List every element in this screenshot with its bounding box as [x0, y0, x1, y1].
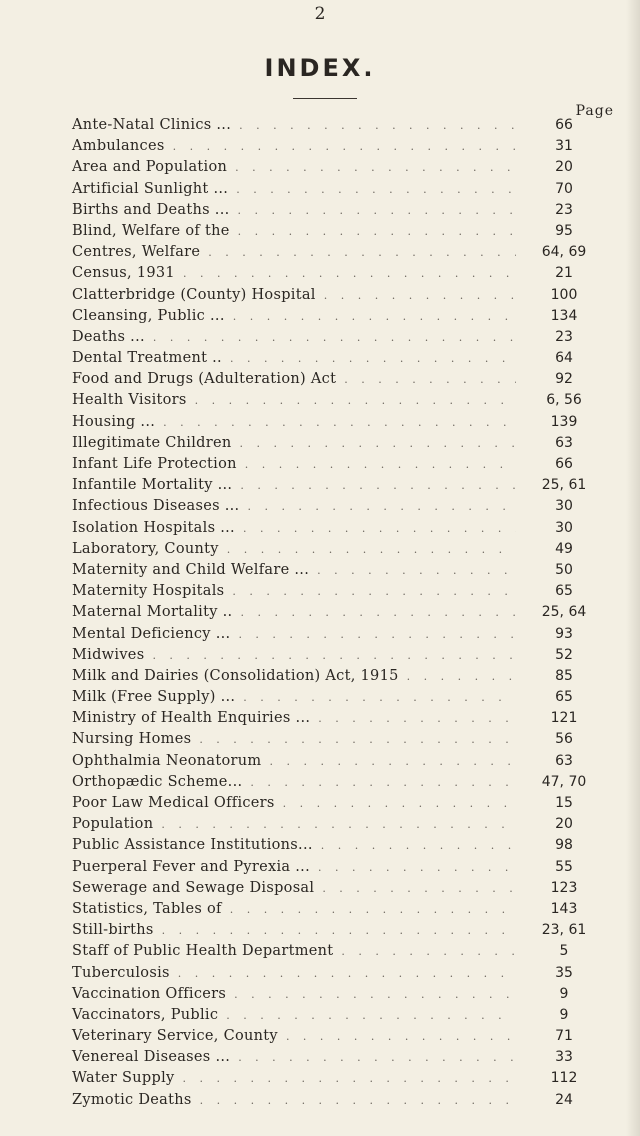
entry-name: Water Supply	[72, 1070, 175, 1087]
page-edge-shadow	[626, 0, 640, 1136]
entry-page: 25, 64	[541, 604, 587, 621]
dot-leader	[250, 776, 516, 789]
entry-name: Maternal Mortality ..	[72, 604, 233, 621]
dot-leader	[234, 988, 516, 1001]
entry-page: 52	[555, 646, 573, 663]
index-entry	[72, 880, 604, 901]
dot-leader	[236, 183, 516, 196]
dot-leader	[199, 733, 516, 746]
index-entry	[72, 181, 604, 202]
index-entry	[72, 392, 604, 413]
dot-leader	[200, 1094, 516, 1107]
entry-name: Maternity Hospitals	[72, 583, 225, 600]
entry-name: Infantile Mortality ...	[72, 477, 233, 494]
index-entry	[72, 774, 604, 795]
dot-leader	[195, 394, 516, 407]
entry-name: Food and Drugs (Adulteration) Act	[72, 371, 337, 388]
entry-name: Census, 1931	[72, 265, 175, 282]
entry-name: Births and Deaths ...	[72, 201, 230, 218]
page-title: INDEX.	[264, 54, 376, 82]
entry-name: Poor Law Medical Officers	[72, 795, 275, 811]
index-entry	[72, 1007, 604, 1028]
entry-name: Public Assistance Institutions...	[72, 837, 313, 854]
dot-leader	[238, 628, 516, 641]
index-list	[72, 117, 604, 1113]
page-column-header: Page	[575, 103, 614, 119]
index-entry	[72, 117, 604, 138]
entry-name: Centres, Welfare	[72, 244, 201, 261]
entry-name: Tuberculosis	[72, 964, 170, 981]
entry-name: Staff of Public Health Department	[72, 943, 334, 960]
index-entry	[72, 731, 604, 752]
entry-name: Ophthalmia Neonatorum	[72, 752, 262, 769]
dot-leader	[183, 1072, 516, 1085]
index-entry	[72, 159, 604, 180]
entry-name: Venereal Diseases ...	[72, 1049, 231, 1066]
dot-leader	[235, 161, 516, 174]
index-entry	[72, 138, 604, 159]
dot-leader	[233, 310, 516, 323]
entry-page: 33	[555, 1049, 573, 1066]
entry-page: 123	[550, 879, 578, 896]
dot-leader	[286, 1030, 516, 1043]
entry-name: Milk and Dairies (Consolidation) Act, 1915	[72, 667, 399, 684]
entry-name: Dental Treatment ..	[72, 350, 222, 367]
entry-page: 66	[555, 117, 573, 133]
entry-page: 143	[550, 900, 578, 917]
index-entry	[72, 986, 604, 1007]
entry-page: 71	[555, 1028, 573, 1045]
entry-name: Ambulances	[72, 138, 165, 155]
dot-leader	[208, 246, 516, 259]
index-entry	[72, 223, 604, 244]
index-entry	[72, 604, 604, 625]
entry-page: 63	[555, 752, 573, 769]
entry-name: Milk (Free Supply) ...	[72, 689, 236, 706]
entry-page: 24	[555, 1091, 573, 1108]
entry-page: 98	[555, 837, 573, 854]
entry-name: Veterinary Service, County	[72, 1028, 278, 1045]
index-entry	[72, 456, 604, 477]
dot-leader	[243, 691, 516, 704]
dot-leader	[162, 924, 516, 937]
entry-page: 139	[550, 413, 578, 430]
entry-page: 23	[555, 201, 573, 218]
entry-page: 5	[559, 943, 569, 960]
entry-page: 100	[550, 286, 578, 303]
entry-name: Ministry of Health Enquiries ...	[72, 710, 311, 727]
index-entry	[72, 435, 604, 456]
entry-page: 93	[555, 625, 573, 642]
dot-leader	[322, 882, 516, 895]
entry-page: 50	[555, 561, 573, 578]
dot-leader	[240, 437, 516, 450]
dot-leader	[407, 670, 516, 683]
dot-leader	[243, 522, 516, 535]
dot-leader	[318, 861, 516, 874]
index-entry	[72, 1049, 604, 1070]
entry-name: Still-births	[72, 922, 154, 939]
dot-leader	[238, 225, 516, 238]
entry-name: Clatterbridge (County) Hospital	[72, 286, 316, 303]
title-rule	[293, 98, 357, 99]
dot-leader	[173, 140, 516, 153]
dot-leader	[245, 458, 516, 471]
entry-page: 56	[555, 731, 573, 748]
dot-leader	[341, 945, 516, 958]
entry-page: 112	[550, 1070, 578, 1087]
entry-page: 20	[555, 159, 573, 176]
index-entry	[72, 498, 604, 519]
index-entry	[72, 414, 604, 435]
index-entry	[72, 837, 604, 858]
entry-page: 49	[555, 540, 573, 557]
entry-page: 47, 70	[541, 773, 587, 790]
dot-leader	[324, 289, 516, 302]
entry-name: Deaths ...	[72, 328, 145, 345]
dot-leader	[269, 755, 516, 768]
entry-page: 134	[550, 307, 578, 324]
entry-name: Area and Population	[72, 159, 228, 176]
index-entry	[72, 922, 604, 943]
entry-name: Infant Life Protection	[72, 456, 237, 472]
entry-page: 9	[559, 985, 569, 1002]
entry-page: 63	[555, 434, 573, 451]
entry-page: 23, 61	[541, 922, 587, 939]
entry-page: 30	[555, 498, 573, 515]
entry-page: 31	[555, 138, 573, 155]
dot-leader	[161, 818, 516, 831]
entry-page: 70	[555, 180, 573, 197]
dot-leader	[317, 564, 516, 577]
page-number: 2	[314, 4, 326, 24]
entry-name: Nursing Homes	[72, 731, 192, 748]
dot-leader	[240, 479, 516, 492]
entry-page: 21	[555, 265, 573, 282]
index-entry	[72, 1092, 604, 1113]
index-entry	[72, 477, 604, 498]
entry-page: 6, 56	[546, 392, 582, 409]
entry-name: Housing ...	[72, 413, 156, 430]
entry-name: Illegitimate Children	[72, 434, 232, 451]
dot-leader	[153, 331, 516, 344]
entry-page: 15	[555, 795, 573, 811]
entry-name: Sewerage and Sewage Disposal	[72, 879, 315, 896]
entry-name: Isolation Hospitals ...	[72, 519, 235, 536]
dot-leader	[232, 585, 516, 598]
dot-leader	[239, 119, 516, 132]
entry-name: Maternity and Child Welfare ...	[72, 561, 310, 578]
entry-page: 23	[555, 328, 573, 345]
index-entry	[72, 583, 604, 604]
index-entry	[72, 943, 604, 964]
dot-leader	[247, 500, 516, 513]
entry-page: 121	[550, 710, 578, 727]
entry-name: Statistics, Tables of	[72, 900, 222, 917]
index-entry	[72, 668, 604, 689]
index-entry	[72, 541, 604, 562]
entry-page: 30	[555, 519, 573, 536]
index-entry	[72, 202, 604, 223]
entry-page: 92	[555, 371, 573, 388]
entry-page: 35	[555, 964, 573, 981]
entry-page: 95	[555, 222, 573, 239]
index-entry	[72, 859, 604, 880]
dot-leader	[321, 839, 516, 852]
index-entry	[72, 816, 604, 837]
index-entry	[72, 265, 604, 286]
index-entry	[72, 371, 604, 392]
entry-name: Blind, Welfare of the	[72, 222, 230, 239]
index-entry	[72, 287, 604, 308]
dot-leader	[283, 797, 516, 810]
entry-name: Infectious Diseases ...	[72, 498, 240, 515]
entry-name: Artificial Sunlight ...	[72, 180, 229, 197]
entry-page: 65	[555, 583, 573, 600]
index-entry	[72, 520, 604, 541]
index-entry	[72, 308, 604, 329]
entry-name: Orthopædic Scheme...	[72, 773, 243, 790]
dot-leader	[226, 1009, 516, 1022]
entry-name: Health Visitors	[72, 392, 187, 409]
index-entry	[72, 1070, 604, 1091]
entry-name: Vaccination Officers	[72, 985, 227, 1002]
entry-page: 25, 61	[541, 477, 587, 494]
index-entry	[72, 753, 604, 774]
entry-page: 85	[555, 667, 573, 684]
entry-page: 65	[555, 689, 573, 706]
index-entry	[72, 901, 604, 922]
entry-page: 66	[555, 456, 573, 472]
dot-leader	[238, 204, 516, 217]
dot-leader	[230, 903, 516, 916]
dot-leader	[238, 1051, 516, 1064]
dot-leader	[240, 606, 516, 619]
entry-page: 64	[555, 350, 573, 367]
dot-leader	[183, 267, 516, 280]
index-entry	[72, 965, 604, 986]
entry-name: Zymotic Deaths	[72, 1091, 192, 1108]
index-entry	[72, 795, 604, 816]
index-entry	[72, 626, 604, 647]
entry-page: 20	[555, 816, 573, 833]
entry-page: 64, 69	[541, 244, 587, 261]
entry-page: 55	[555, 858, 573, 875]
entry-name: Ante-Natal Clinics ...	[72, 117, 232, 133]
index-entry	[72, 1028, 604, 1049]
entry-name: Midwives	[72, 646, 145, 663]
entry-name: Population	[72, 816, 154, 833]
index-entry	[72, 329, 604, 350]
dot-leader	[344, 373, 516, 386]
dot-leader	[152, 649, 516, 662]
entry-name: Mental Deficiency ...	[72, 625, 231, 642]
dot-leader	[227, 543, 516, 556]
dot-leader	[230, 352, 516, 365]
entry-name: Puerperal Fever and Pyrexia ...	[72, 858, 310, 875]
entry-page: 9	[559, 1006, 569, 1023]
entry-name: Laboratory, County	[72, 540, 219, 557]
entry-name: Cleansing, Public ...	[72, 307, 225, 324]
index-entry	[72, 689, 604, 710]
dot-leader	[318, 712, 516, 725]
index-entry	[72, 350, 604, 371]
dot-leader	[163, 416, 516, 429]
index-entry	[72, 562, 604, 583]
index-entry	[72, 244, 604, 265]
dot-leader	[178, 967, 516, 980]
entry-name: Vaccinators, Public	[72, 1006, 219, 1023]
index-entry	[72, 647, 604, 668]
index-entry	[72, 710, 604, 731]
